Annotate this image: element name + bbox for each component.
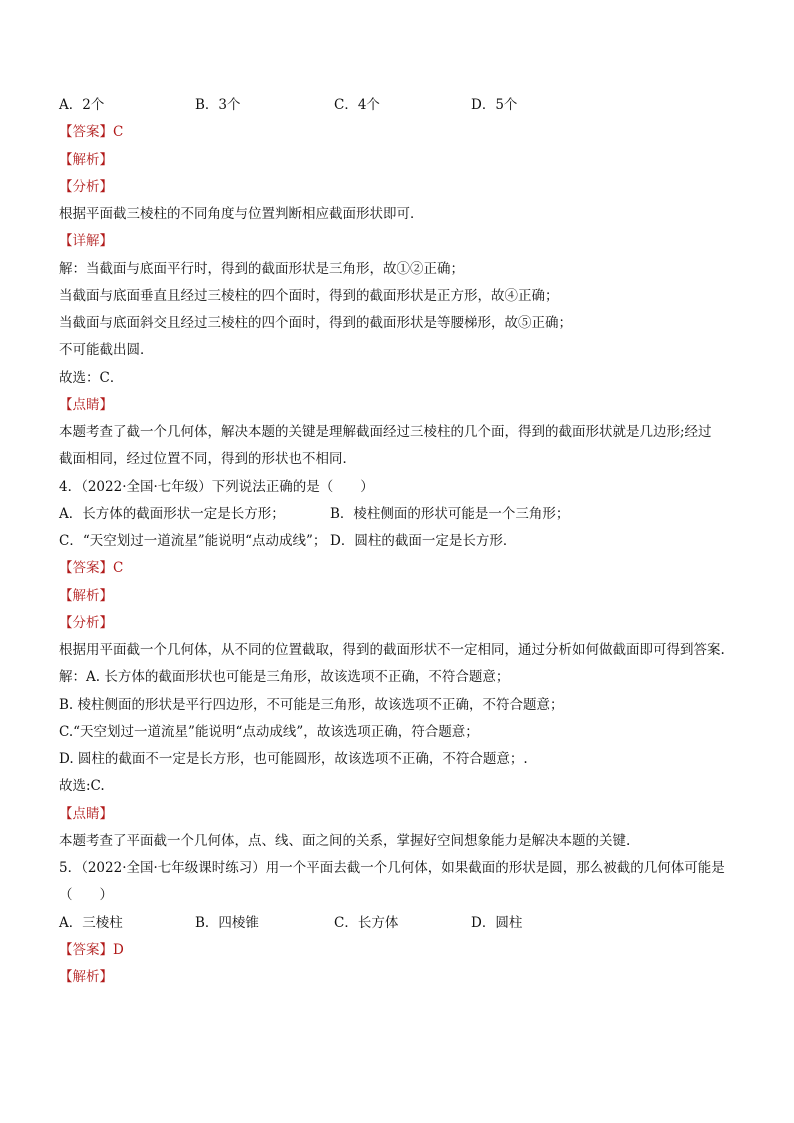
q4-option-c: C．“天空划过一道流星”能说明“点动成线”； [59, 533, 327, 549]
q5-jiexi-label: 【解析】 [59, 969, 113, 985]
q4-choice: 故选:C. [59, 778, 105, 794]
q5-stem-line-2: （ ） [59, 887, 113, 903]
q3-detail-line-1: 解：当截面与底面平行时，得到的截面形状是三角形，故①②正确； [59, 261, 464, 277]
q3-comment-line-2: 截面相同，经过位置不同，得到的形状也不相同． [59, 451, 356, 467]
q4-option-d: D．圆柱的截面一定是长方形． [330, 533, 517, 549]
q5-stem-line-1: 5．（2022·全国·七年级课时练习）用一个平面去截一个几何体，如果截面的形状是圆，那么被截的几何体可能是 [59, 860, 725, 876]
q3-jiexi-label: 【解析】 [59, 152, 113, 168]
q3-option-d: D．5个 [471, 97, 518, 113]
q4-detail-line-4: D. 圆柱的截面不一定是长方形，也可能圆形，故该选项不正确，不符合题意；. [59, 751, 528, 767]
q3-answer: 【答案】C [59, 124, 124, 140]
q4-stem: 4．（2022·全国·七年级）下列说法正确的是（ ） [59, 479, 374, 495]
q3-option-c: C．4个 [334, 97, 380, 113]
q4-option-b: B．棱柱侧面的形状可能是一个三角形； [330, 506, 570, 522]
q5-answer: 【答案】D [59, 942, 124, 958]
q3-xiangjie-label: 【详解】 [59, 233, 113, 249]
q3-detail-line-3: 当截面与底面斜交且经过三棱柱的四个面时，得到的截面形状是等腰梯形，故⑤正确； [59, 315, 572, 331]
q3-comment-line-1: 本题考查了截一个几何体，解决本题的关键是理解截面经过三棱柱的几个面，得到的截面形状就是几边形;经过 [59, 424, 712, 440]
q3-analysis-text: 根据平面截三棱柱的不同角度与位置判断相应截面形状即可． [59, 206, 424, 222]
q5-option-b: B．四棱锥 [195, 915, 259, 931]
q4-comment: 本题考查了平面截一个几何体，点、线、面之间的关系，掌握好空间想象能力是解决本题的关键. [59, 833, 631, 849]
q4-detail-line-3: C.“天空划过一道流星”能说明“点动成线”，故该选项正确，符合题意； [59, 724, 479, 740]
q3-detail-line-2: 当截面与底面垂直且经过三棱柱的四个面时，得到的截面形状是正方形，故④正确； [59, 288, 559, 304]
q5-option-c: C．长方体 [334, 915, 399, 931]
q3-fenxi-label: 【分析】 [59, 179, 113, 195]
q4-option-a: A．长方体的截面形状一定是长方形； [59, 506, 285, 522]
q4-detail-line-1: 解：A. 长方体的截面形状也可能是三角形，故该选项不正确，不符合题意； [59, 669, 510, 685]
q4-answer: 【答案】C [59, 560, 124, 576]
q3-choice: 故选：C． [59, 370, 124, 386]
q4-fenxi-label: 【分析】 [59, 615, 113, 631]
q5-option-a: A．三棱柱 [59, 915, 123, 931]
q4-analysis-text: 根据用平面截一个几何体，从不同的位置截取，得到的截面形状不一定相同，通过分析如何做截面即可得到答案. [59, 642, 725, 658]
q4-dianjing-label: 【点睛】 [59, 806, 113, 822]
q3-detail-line-4: 不可能截出圆． [59, 342, 154, 358]
q4-jiexi-label: 【解析】 [59, 588, 113, 604]
q3-option-b: B．3个 [195, 97, 241, 113]
q3-option-a: A．2个 [59, 97, 105, 113]
q5-option-d: D．圆柱 [471, 915, 523, 931]
q3-dianjing-label: 【点睛】 [59, 397, 113, 413]
q4-detail-line-2: B. 棱柱侧面的形状是平行四边形，不可能是三角形，故该选项不正确，不符合题意； [59, 697, 564, 713]
